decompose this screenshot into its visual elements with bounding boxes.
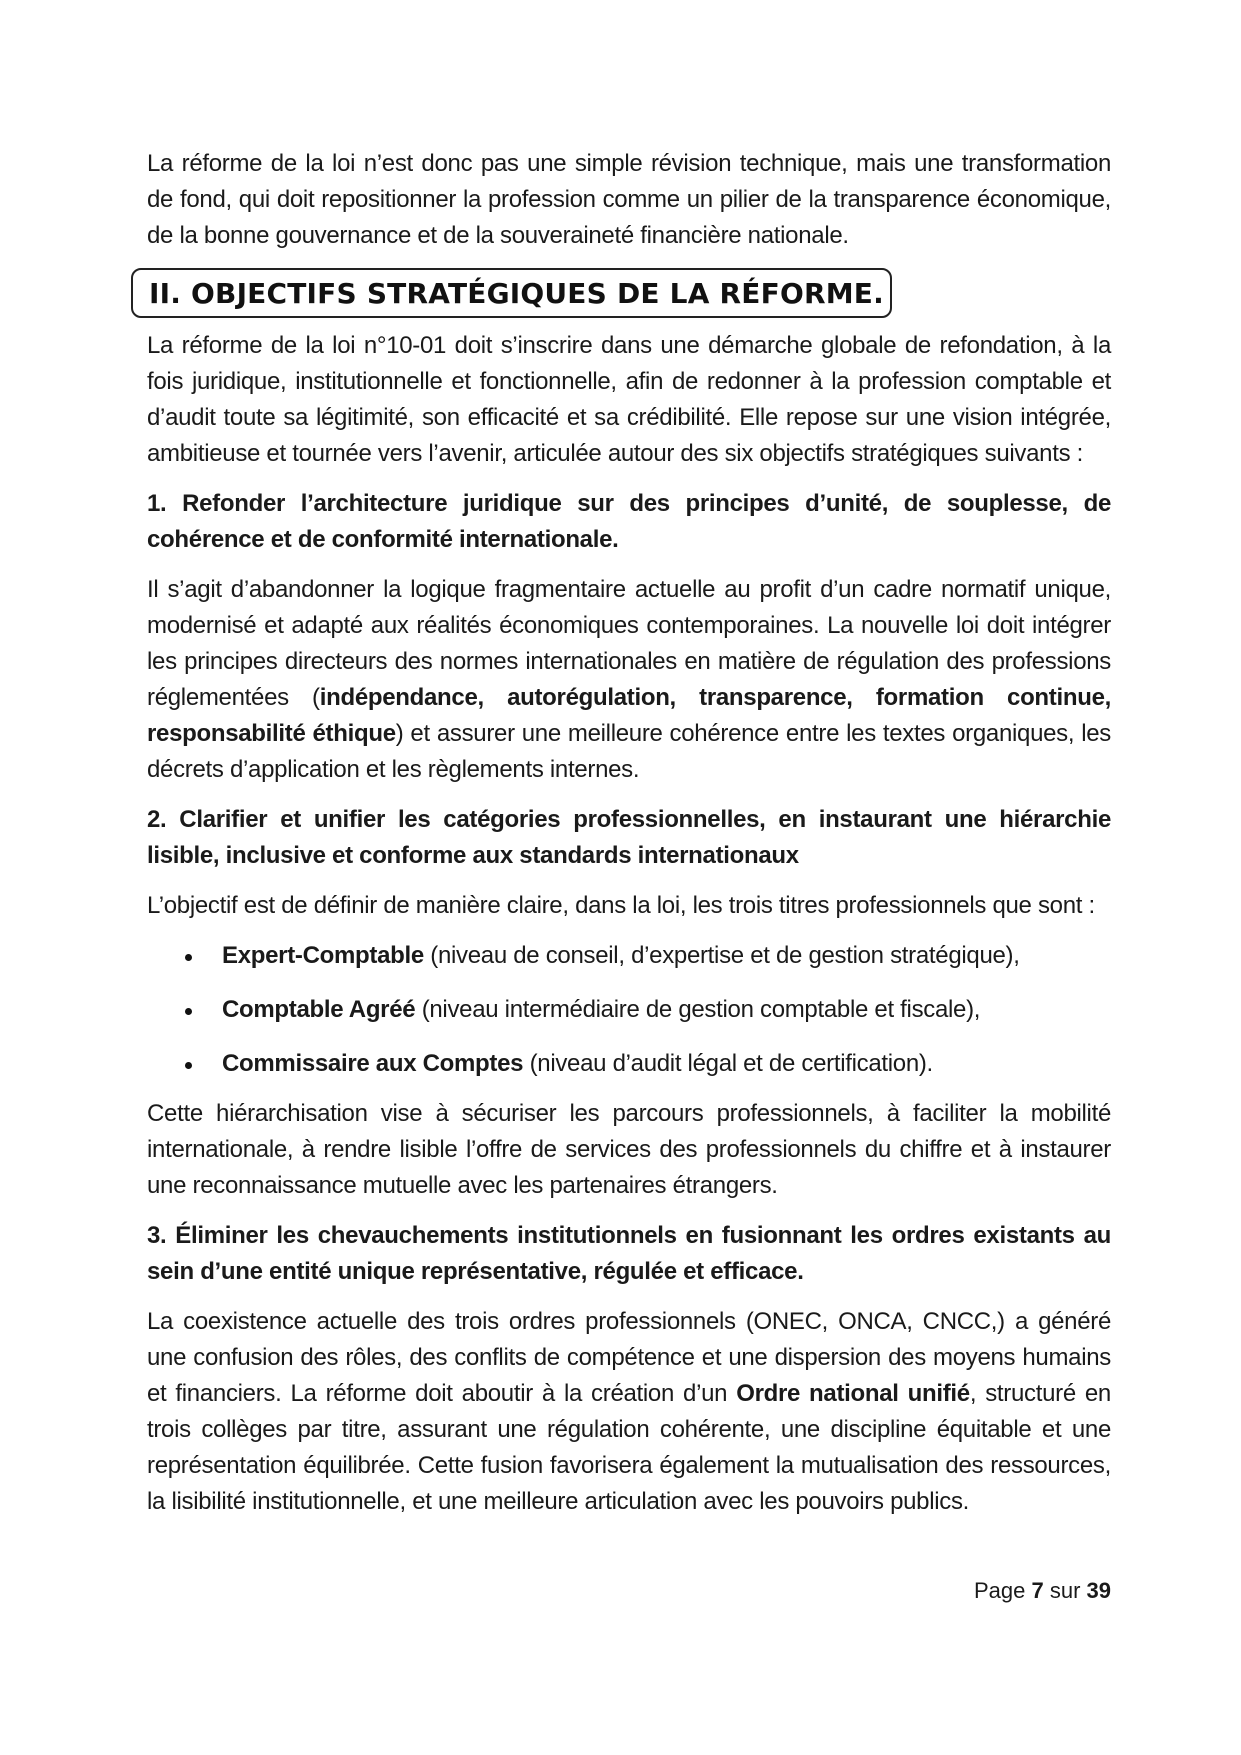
section-heading-box: [131, 268, 892, 318]
objective-3-body-text: La coexistence actuelle des trois ordres professionnels (ONEC, ONCA, CNCC,) a généré une confusion des rôles, des conflits de compétence et une dispersion des moyens humains et financiers. La réforme doit aboutir à la création d’un: [147, 1308, 1111, 1407]
objective-3-body-text-end: , structuré en trois collèges par titre, assurant une régulation cohérente, une discipline équitable et une représentation équilibrée. Cette fusion favorisera également la mutualisation des ressources, la lisibilité institutionnelle, et une meilleure articulation avec les pouvoirs publics.: [147, 1380, 1111, 1515]
page-content: [147, 146, 1111, 1534]
total-pages-number: 39: [1086, 1578, 1111, 1603]
bullet-icon: [185, 954, 192, 961]
list-item-term: Comptable Agréé: [222, 996, 416, 1023]
objective-1-body: [147, 572, 1111, 788]
objective-1-body-text-end: ) et assurer une meilleure cohérence entre les textes organiques, les décrets d’application et les règlements internes.: [147, 720, 1111, 783]
list-item: [147, 938, 1111, 974]
objective-3-body: [147, 1304, 1111, 1520]
page-footer: [974, 1578, 1111, 1604]
list-item-term: Expert-Comptable: [222, 942, 424, 969]
intro-paragraph: La réforme de la loi n’est donc pas une simple révision technique, mais une transformation de fond, qui doit repositionner la profession comme un pilier de la transparence économique, de la bonne gouvernance et de la souveraineté financière nationale.: [147, 150, 1111, 249]
objective-1-title: 1. Refonder l’architecture juridique sur des principes d’unité, de souplesse, de cohérence et de conformité internationale.: [147, 490, 1111, 553]
objective-1-body-bold: indépendance, autorégulation, transparence, formation continue, responsabilité éthique: [147, 684, 1111, 747]
list-item: [147, 1046, 1111, 1082]
page-label: Page: [973, 1578, 1032, 1603]
list-item: [147, 992, 1111, 1028]
objective-1-body-text: Il s’agit d’abandonner la logique fragmentaire actuelle au profit d’un cadre normatif unique, modernisé et adapté aux réalités économiques contemporaines. La nouvelle loi doit intégrer les principes directeurs des normes internationales en matière de régulation des professions réglementées (: [147, 576, 1111, 711]
objective-2-lead: L’objectif est de définir de manière claire, dans la loi, les trois titres professionnels que sont :: [147, 892, 1095, 919]
list-item-desc: (niveau intermédiaire de gestion comptable et fiscale),: [415, 996, 981, 1023]
objective-3-title: 3. Éliminer les chevauchements institutionnels en fusionnant les ordres existants au sein d’une entité unique représentative, régulée et efficace.: [147, 1222, 1111, 1285]
list-item-desc: (niveau d’audit légal et de certification).: [523, 1050, 933, 1077]
objective-2-closing: Cette hiérarchisation vise à sécuriser les parcours professionnels, à faciliter la mobilité internationale, à rendre lisible l’offre de services des professionnels du chiffre et à instaurer une reconnaissance mutuelle avec les partenaires étrangers.: [147, 1100, 1111, 1199]
section-intro-paragraph: La réforme de la loi n°10-01 doit s’inscrire dans une démarche globale de refondation, à la fois juridique, institutionnelle et fonctionnelle, afin de redonner à la profession comptable et d’audit toute sa légitimité, son efficacité et sa crédibilité. Elle repose sur une vision intégrée, ambitieuse et tournée vers l’avenir, articulée autour des six objectifs stratégiques suivants :: [147, 332, 1111, 467]
bullet-icon: [185, 1008, 192, 1015]
objective-3-body-bold: Ordre national unifié: [736, 1380, 970, 1407]
professional-titles-list: [147, 938, 1111, 1082]
current-page-number: 7: [1031, 1578, 1044, 1603]
bullet-icon: [185, 1062, 192, 1069]
section-title: II. OBJECTIFS STRATÉGIQUES DE LA RÉFORME.: [149, 277, 884, 310]
objective-2-title: 2. Clarifier et unifier les catégories professionnelles, en instaurant une hiérarchie lisible, inclusive et conforme aux standards internationaux: [147, 806, 1111, 869]
page-separator: sur: [1043, 1578, 1087, 1603]
list-item-desc: (niveau de conseil, d’expertise et de gestion stratégique),: [423, 942, 1020, 969]
list-item-term: Commissaire aux Comptes: [222, 1050, 524, 1077]
